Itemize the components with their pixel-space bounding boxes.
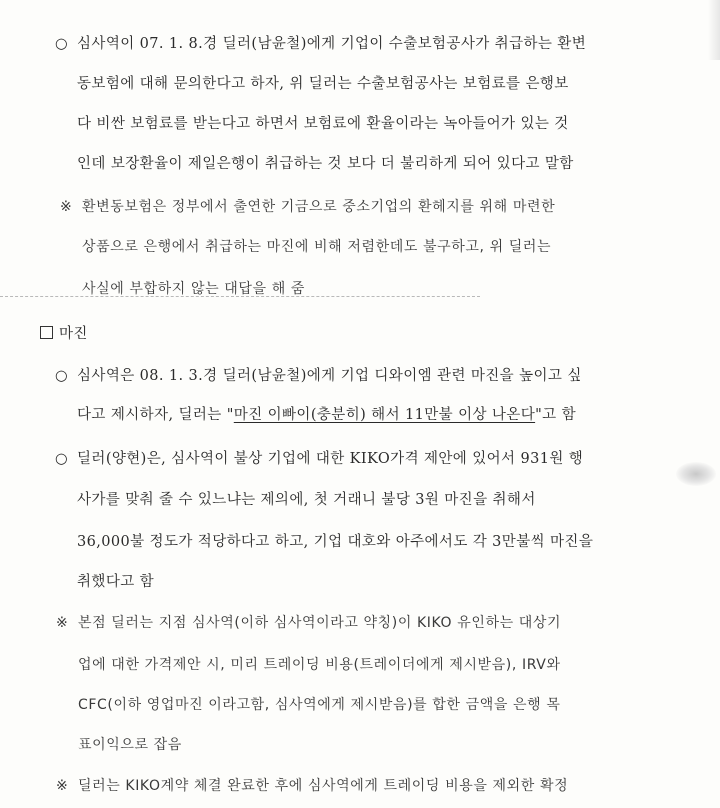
- section-heading: [40, 324, 88, 344]
- paragraph-1-line-4: 인데 보장환율이 제일은행이 취급하는 것 보다 더 불리하게 되어 있다고 말함: [77, 156, 574, 172]
- scan-edge-shadow: [708, 0, 720, 60]
- paragraph-1-line-1: ○ 심사역이 07. 1. 8.경 딜러(남윤철)에게 기업이 수출보험공사가 취급하는 환변: [55, 36, 587, 52]
- note-1-line-1: ※ 환변동보험은 정부에서 출연한 기금으로 중소기업의 환헤지를 위해 마련한: [60, 199, 556, 215]
- note-3-line-1: ※ 딜러는 KIKO계약 체결 완료한 후에 심사역에게 트레이딩 비용을 제외한 확정: [56, 778, 569, 794]
- checkbox-square-icon: [40, 326, 53, 339]
- paragraph-3-line-1: ○ 딜러(양현)은, 심사역이 불상 기업에 대한 KIKO가격 제안에 있어서 931원 행: [55, 451, 584, 467]
- circle-bullet-icon: ○: [55, 368, 69, 384]
- underlined-quote: 마진 이빠이(충분히) 해서 11만불 이상 나온다: [233, 407, 536, 423]
- reference-mark-icon: ※: [56, 778, 69, 794]
- reference-mark-icon: ※: [56, 615, 69, 631]
- paragraph-1-line-3: 다 비싼 보험료를 받는다고 하면서 보험료에 환율이라는 녹아들어가 있는 것: [77, 116, 569, 132]
- scan-smudge: [676, 462, 716, 486]
- circle-bullet-icon: ○: [55, 451, 69, 467]
- circle-bullet-icon: ○: [55, 36, 69, 52]
- note-1-line-2: 상품으로 은행에서 취급하는 마진에 비해 저렴한데도 불구하고, 위 딜러는: [82, 239, 552, 255]
- paragraph-3-line-4: 취했다고 함: [77, 574, 155, 590]
- paragraph-1-line-2: 동보험에 대해 문의한다고 하자, 위 딜러는 수출보험공사는 보험료를 은행보: [77, 76, 569, 92]
- paragraph-3-line-3: 36,000불 정도가 적당하다고 하고, 기업 대호와 아주에서도 각 3만불씩 마진을: [77, 534, 594, 550]
- paragraph-3-line-2: 사가를 맞춰 줄 수 있느냐는 제의에, 첫 거래니 불당 3원 마진을 취해서: [77, 492, 536, 508]
- paragraph-2-line-2: 다고 제시하자, 딜러는 "마진 이빠이(충분히) 해서 11만불 이상 나온다"고 함: [77, 407, 577, 423]
- dashed-divider: [0, 296, 480, 297]
- paragraph-2-line-1: ○ 심사역은 08. 1. 3.경 딜러(남윤철)에게 기업 디와이엠 관련 마진을 높이고 싶: [55, 368, 582, 384]
- note-2-line-2: 업에 대한 가격제안 시, 미리 트레이딩 비용(트레이더에게 제시받음), IRV와: [78, 657, 561, 673]
- note-2-line-1: ※ 본점 딜러는 지점 심사역(이하 심사역이라고 약칭)이 KIKO 유인하는 대상기: [56, 615, 562, 631]
- note-1-line-3: 사실에 부합하지 않는 대답을 해 줌: [82, 281, 305, 297]
- reference-mark-icon: ※: [60, 199, 73, 215]
- section-title: 마진: [59, 326, 88, 342]
- note-2-line-3: CFC(이하 영업마진 이라고함, 심사역에게 제시받음)를 합한 금액을 은행 목: [78, 697, 561, 713]
- note-2-line-4: 표이익으로 잡음: [78, 737, 182, 753]
